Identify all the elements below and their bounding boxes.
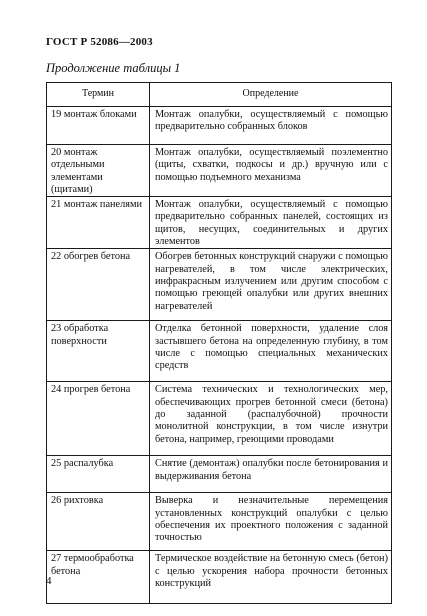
table-row [47,145,392,197]
definition-cell: Термическое воздействие на бетонную смесь (бетон) с целью ускорения набора прочности бетонных конструкций [150,551,392,604]
table-row [47,249,392,321]
term-cell: 21 монтаж панелями [47,197,150,249]
term-cell: 20 монтаж отдельными элементами (щитами) [47,145,150,197]
term-cell: 24 прогрев бетона [47,382,150,456]
table-row [47,321,392,382]
definition-cell: Монтаж опалубки, осуществляемый поэлементно (щиты, схватки, подкосы и др.) вручную или с помощью подъемного механизма [150,145,392,197]
table-header-row [47,83,392,107]
term-cell: 25 распалубка [47,456,150,493]
table-row [47,107,392,145]
definition-cell: Отделка бетонной поверхности, удаление слоя застывшего бетона на определенную глубину, в том числе с помощью специальных механических средств [150,321,392,382]
table-row [47,456,392,493]
table-row [47,493,392,551]
column-header-term: Термин [47,83,150,107]
definition-cell: Обогрев бетонных конструкций снаружи с помощью нагревателей, в том числе электрических, инфракрасным излучением или другим способом с помощью греющей опалубки или других внешних нагревателей [150,249,392,321]
definition-cell: Система технических и технологических мер, обеспечивающих прогрев бетонной смеси (бетона) до заданной (распалубочной) прочности монолитной конструкции, в том числе изнутри бетона, например, греющими проводами [150,382,392,456]
term-cell: 26 рихтовка [47,493,150,551]
column-header-definition: Определение [150,83,392,107]
table-row [47,197,392,249]
table-body [47,107,392,604]
terms-table [46,82,392,604]
definition-cell: Монтаж опалубки, осуществляемый с помощью предварительно собранных панелей, состоящих из щитов, несущих, соединительных и других элементов [150,197,392,249]
table-caption: Продолжение таблицы 1 [46,61,181,75]
term-cell: 22 обогрев бетона [47,249,150,321]
document-header: ГОСТ Р 52086—2003 [46,36,153,48]
term-cell: 19 монтаж блоками [47,107,150,145]
definition-cell: Снятие (демонтаж) опалубки после бетонирования и выдерживания бетона [150,456,392,493]
term-cell: 27 термообработка бетона [47,551,150,604]
table-header [47,83,392,107]
term-cell: 23 обработка поверхности [47,321,150,382]
definition-cell: Выверка и незначительные перемещения установленных конструкций опалубки с целью обеспечения их проектного положения с заданной точностью [150,493,392,551]
page-number: 4 [46,575,52,587]
table-row [47,551,392,604]
definition-cell: Монтаж опалубки, осуществляемый с помощью предварительно собранных блоков [150,107,392,145]
table-row [47,382,392,456]
